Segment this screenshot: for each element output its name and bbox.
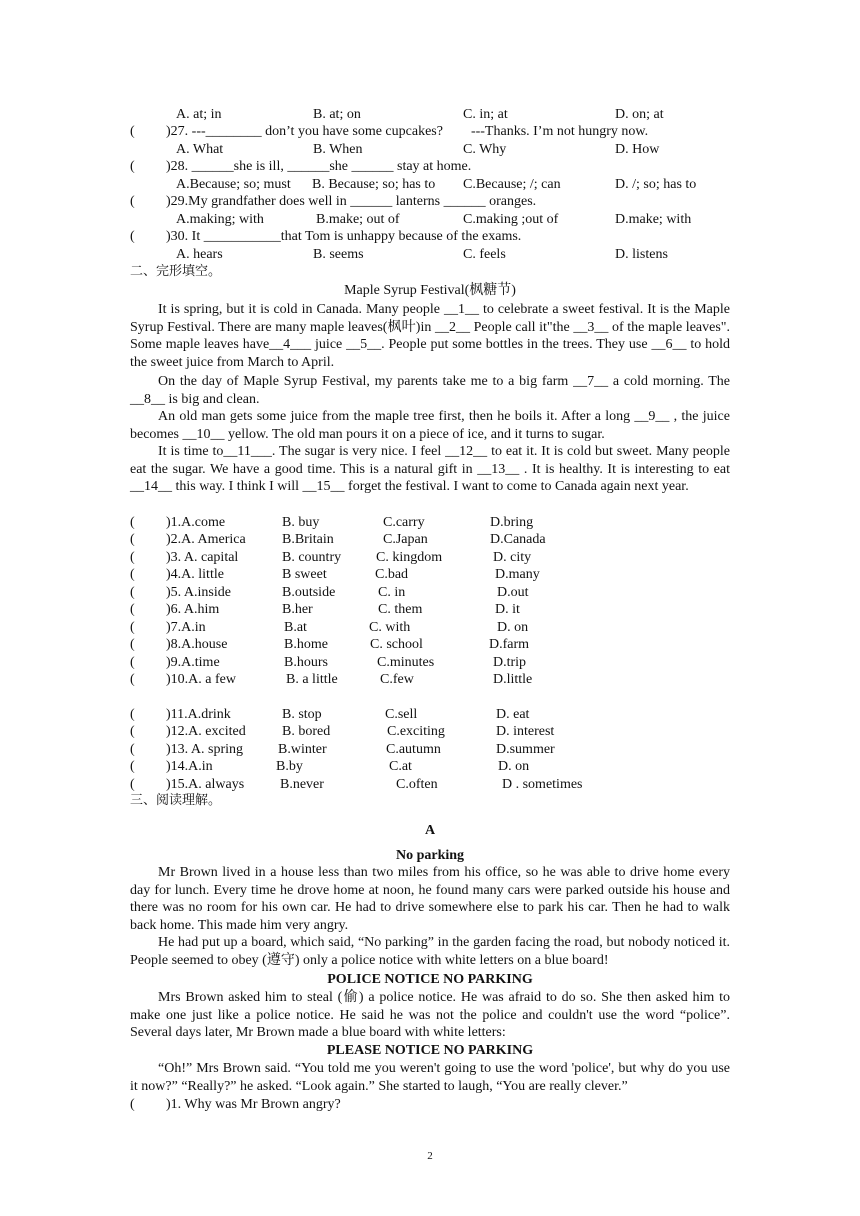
question-stem-option-a: )4.A. little [166, 567, 224, 582]
question-stem-option-a: )7.A.in [166, 620, 206, 635]
option-b: B. a little [286, 672, 338, 687]
option-c: C.minutes [377, 655, 435, 670]
option-c: C.Japan [383, 532, 428, 547]
option-b: B. bored [282, 724, 331, 739]
option-a: A. at; in [176, 107, 222, 122]
answer-bracket: ( [130, 742, 135, 757]
option-d: D. interest [496, 724, 555, 739]
question-stem-option-a: )10.A. a few [166, 672, 236, 687]
question-stem: )28. ______she is ill, ______she ______ stay at home. [166, 159, 472, 174]
option-b: B.her [282, 602, 313, 617]
option-d: D . sometimes [502, 777, 583, 792]
option-d: D.little [493, 672, 533, 687]
answer-bracket: ( [130, 567, 135, 582]
answer-bracket: ( [130, 1097, 135, 1112]
answer-bracket: ( [130, 620, 135, 635]
reading-question-1: )1. Why was Mr Brown angry? [166, 1097, 341, 1112]
option-d: D.trip [493, 655, 527, 670]
option-b: B. When [313, 142, 363, 157]
question-stem-option-a: )14.A.in [166, 759, 213, 774]
answer-bracket: ( [130, 585, 135, 600]
option-d: D.farm [489, 637, 530, 652]
answer-bracket: ( [130, 124, 135, 139]
cloze-passage-title: Maple Syrup Festival(枫糖节) [344, 283, 516, 298]
option-c: C. in [378, 585, 406, 600]
option-c: C. school [370, 637, 423, 652]
answer-bracket: ( [130, 777, 135, 792]
option-d: D. it [495, 602, 520, 617]
reading-paragraph-4: “Oh!” Mrs Brown said. “You told me you weren't going to use the word 'police', but why do you use it now?” “Really?” he asked. “Look again.” She started to laugh, “You are really clever.” [130, 1061, 730, 1094]
question-stem-option-a: )6. A.him [166, 602, 220, 617]
option-d: D.many [495, 567, 540, 582]
option-d: D. on; at [615, 107, 664, 122]
option-a: A.making; with [176, 212, 264, 227]
option-b: B.hours [284, 655, 328, 670]
answer-bracket: ( [130, 532, 135, 547]
option-d: D.Canada [490, 532, 546, 547]
answer-bracket: ( [130, 159, 135, 174]
answer-bracket: ( [130, 550, 135, 565]
please-notice-text: PLEASE NOTICE NO PARKING [326, 1043, 534, 1058]
option-b: B.make; out of [316, 212, 400, 227]
answer-bracket: ( [130, 194, 135, 209]
option-c: C. Why [463, 142, 507, 157]
section-heading-cloze: 二、完形填空。 [130, 264, 222, 279]
reading-paragraph-2: He had put up a board, which said, “No parking” in the garden facing the road, but nobody noticed it. People seemed to obey (遵守) only a police notice with white letters on a blue board! [130, 935, 730, 968]
option-b: B. stop [282, 707, 322, 722]
option-b: B.winter [278, 742, 327, 757]
option-d: D. on [498, 759, 530, 774]
question-stem-option-a: )8.A.house [166, 637, 228, 652]
question-stem-option-a: )12.A. excited [166, 724, 246, 739]
question-stem-option-a: )1.A.come [166, 515, 226, 530]
option-b: B.at [284, 620, 307, 635]
option-c: C.at [389, 759, 412, 774]
reading-passage-title: No parking [395, 848, 465, 863]
option-d: D.summer [496, 742, 555, 757]
question-stem-option-a: )5. A.inside [166, 585, 231, 600]
section-heading-reading: 三、阅读理解。 [130, 793, 222, 808]
option-b: B. buy [282, 515, 320, 530]
option-d: D. listens [615, 247, 668, 262]
answer-bracket: ( [130, 724, 135, 739]
question-stem-option-a: )3. A. capital [166, 550, 239, 565]
cloze-paragraph-2: On the day of Maple Syrup Festival, my parents take me to a big farm __7__ a cold morning. The __8__ is big and clean. [130, 374, 730, 407]
option-a: A. hears [176, 247, 223, 262]
option-c: C. with [369, 620, 411, 635]
option-c: C.bad [375, 567, 409, 582]
option-c: C. feels [463, 247, 506, 262]
police-notice-text: POLICE NOTICE NO PARKING [327, 972, 533, 987]
option-d: D. eat [496, 707, 530, 722]
option-b: B. at; on [313, 107, 361, 122]
reading-part-label: A [424, 823, 436, 838]
reading-paragraph-3: Mrs Brown asked him to steal (偷) a police notice. He was afraid to do so. She then asked him to make one just like a police notice. He said he was not the police and couldn't use the word “police”. Several days later, Mr Brown made a blue board with white letters: [130, 990, 730, 1040]
option-b: B.outside [282, 585, 336, 600]
answer-bracket: ( [130, 229, 135, 244]
answer-bracket: ( [130, 707, 135, 722]
option-c: C.making ;out of [463, 212, 559, 227]
question-stem-option-a: )2.A. America [166, 532, 246, 547]
option-c: C. kingdom [376, 550, 443, 565]
option-b: B. country [282, 550, 342, 565]
option-c: C.carry [383, 515, 425, 530]
answer-bracket: ( [130, 672, 135, 687]
option-b: B.never [280, 777, 324, 792]
question-stem-option-a: )13. A. spring [166, 742, 243, 757]
option-b: B.Britain [282, 532, 334, 547]
option-d: D. city [493, 550, 532, 565]
option-d: D. How [615, 142, 660, 157]
answer-bracket: ( [130, 655, 135, 670]
option-c: C.exciting [387, 724, 445, 739]
option-d: D. /; so; has to [615, 177, 697, 192]
reading-paragraph-1: Mr Brown lived in a house less than two miles from his office, so he was able to drive home every day for lunch. Every time he drove home at noon, he found many cars were parked outside his house and there was no room for his own car. He had to drive somewhere else to park his car. Then he had to walk back home. This made him very angry. [130, 865, 730, 933]
question-stem-option-a: )15.A. always [166, 777, 245, 792]
question-stem: )29.My grandfather does well in ______ lanterns ______ oranges. [166, 194, 537, 209]
answer-bracket: ( [130, 637, 135, 652]
question-stem-option-a: )11.A.drink [166, 707, 231, 722]
option-c: C.Because; /; can [463, 177, 561, 192]
option-c: C. in; at [463, 107, 508, 122]
option-d: D.bring [490, 515, 534, 530]
cloze-paragraph-1: It is spring, but it is cold in Canada. Many people __1__ to celebrate a sweet festival. It is the Maple Syrup Festival. There are many maple leaves(枫叶)in __2__ People call it"the __3__ of the maple leaves". Some maple leaves have__4___ juice __5__. People put some bottles in the trees. They use __6__ to hold the sweet juice from March to April. [130, 302, 730, 370]
option-d: D.make; with [615, 212, 692, 227]
answer-bracket: ( [130, 602, 135, 617]
question-stem: )30. It ___________that Tom is unhappy because of the exams. [166, 229, 522, 244]
option-c: C.autumn [386, 742, 441, 757]
option-d: D. on [497, 620, 529, 635]
option-b: B. seems [313, 247, 364, 262]
option-b: B.by [276, 759, 303, 774]
option-b: B sweet [282, 567, 327, 582]
option-a: A.Because; so; must [176, 177, 291, 192]
option-d: D.out [497, 585, 529, 600]
option-a: A. What [176, 142, 224, 157]
page-number: 2 [427, 1150, 433, 1162]
option-b: B. Because; so; has to [312, 177, 436, 192]
option-b: B.home [284, 637, 328, 652]
option-c: C.few [380, 672, 414, 687]
option-c: C. them [378, 602, 423, 617]
option-c: C.often [396, 777, 438, 792]
answer-bracket: ( [130, 759, 135, 774]
cloze-paragraph-3: An old man gets some juice from the maple tree first, then he boils it. After a long __9__ , the juice becomes __10__ yellow. The old man pours it on a piece of ice, and it turns to sugar. [130, 409, 730, 442]
question-stem: )27. ---________ don’t you have some cupcakes? ---Thanks. I’m not hungry now. [166, 124, 649, 139]
option-c: C.sell [385, 707, 418, 722]
question-stem-option-a: )9.A.time [166, 655, 220, 670]
cloze-paragraph-4: It is time to__11___. The sugar is very nice. I feel __12__ to eat it. It is cold but sweet. Many people eat the sugar. We have a good time. This is a natural gift in __13__ . It is healthy. It is interesting to eat __14__ this way. I think I will __15__ forget the festival. I want to come to Canada again next year. [130, 444, 730, 494]
answer-bracket: ( [130, 515, 135, 530]
